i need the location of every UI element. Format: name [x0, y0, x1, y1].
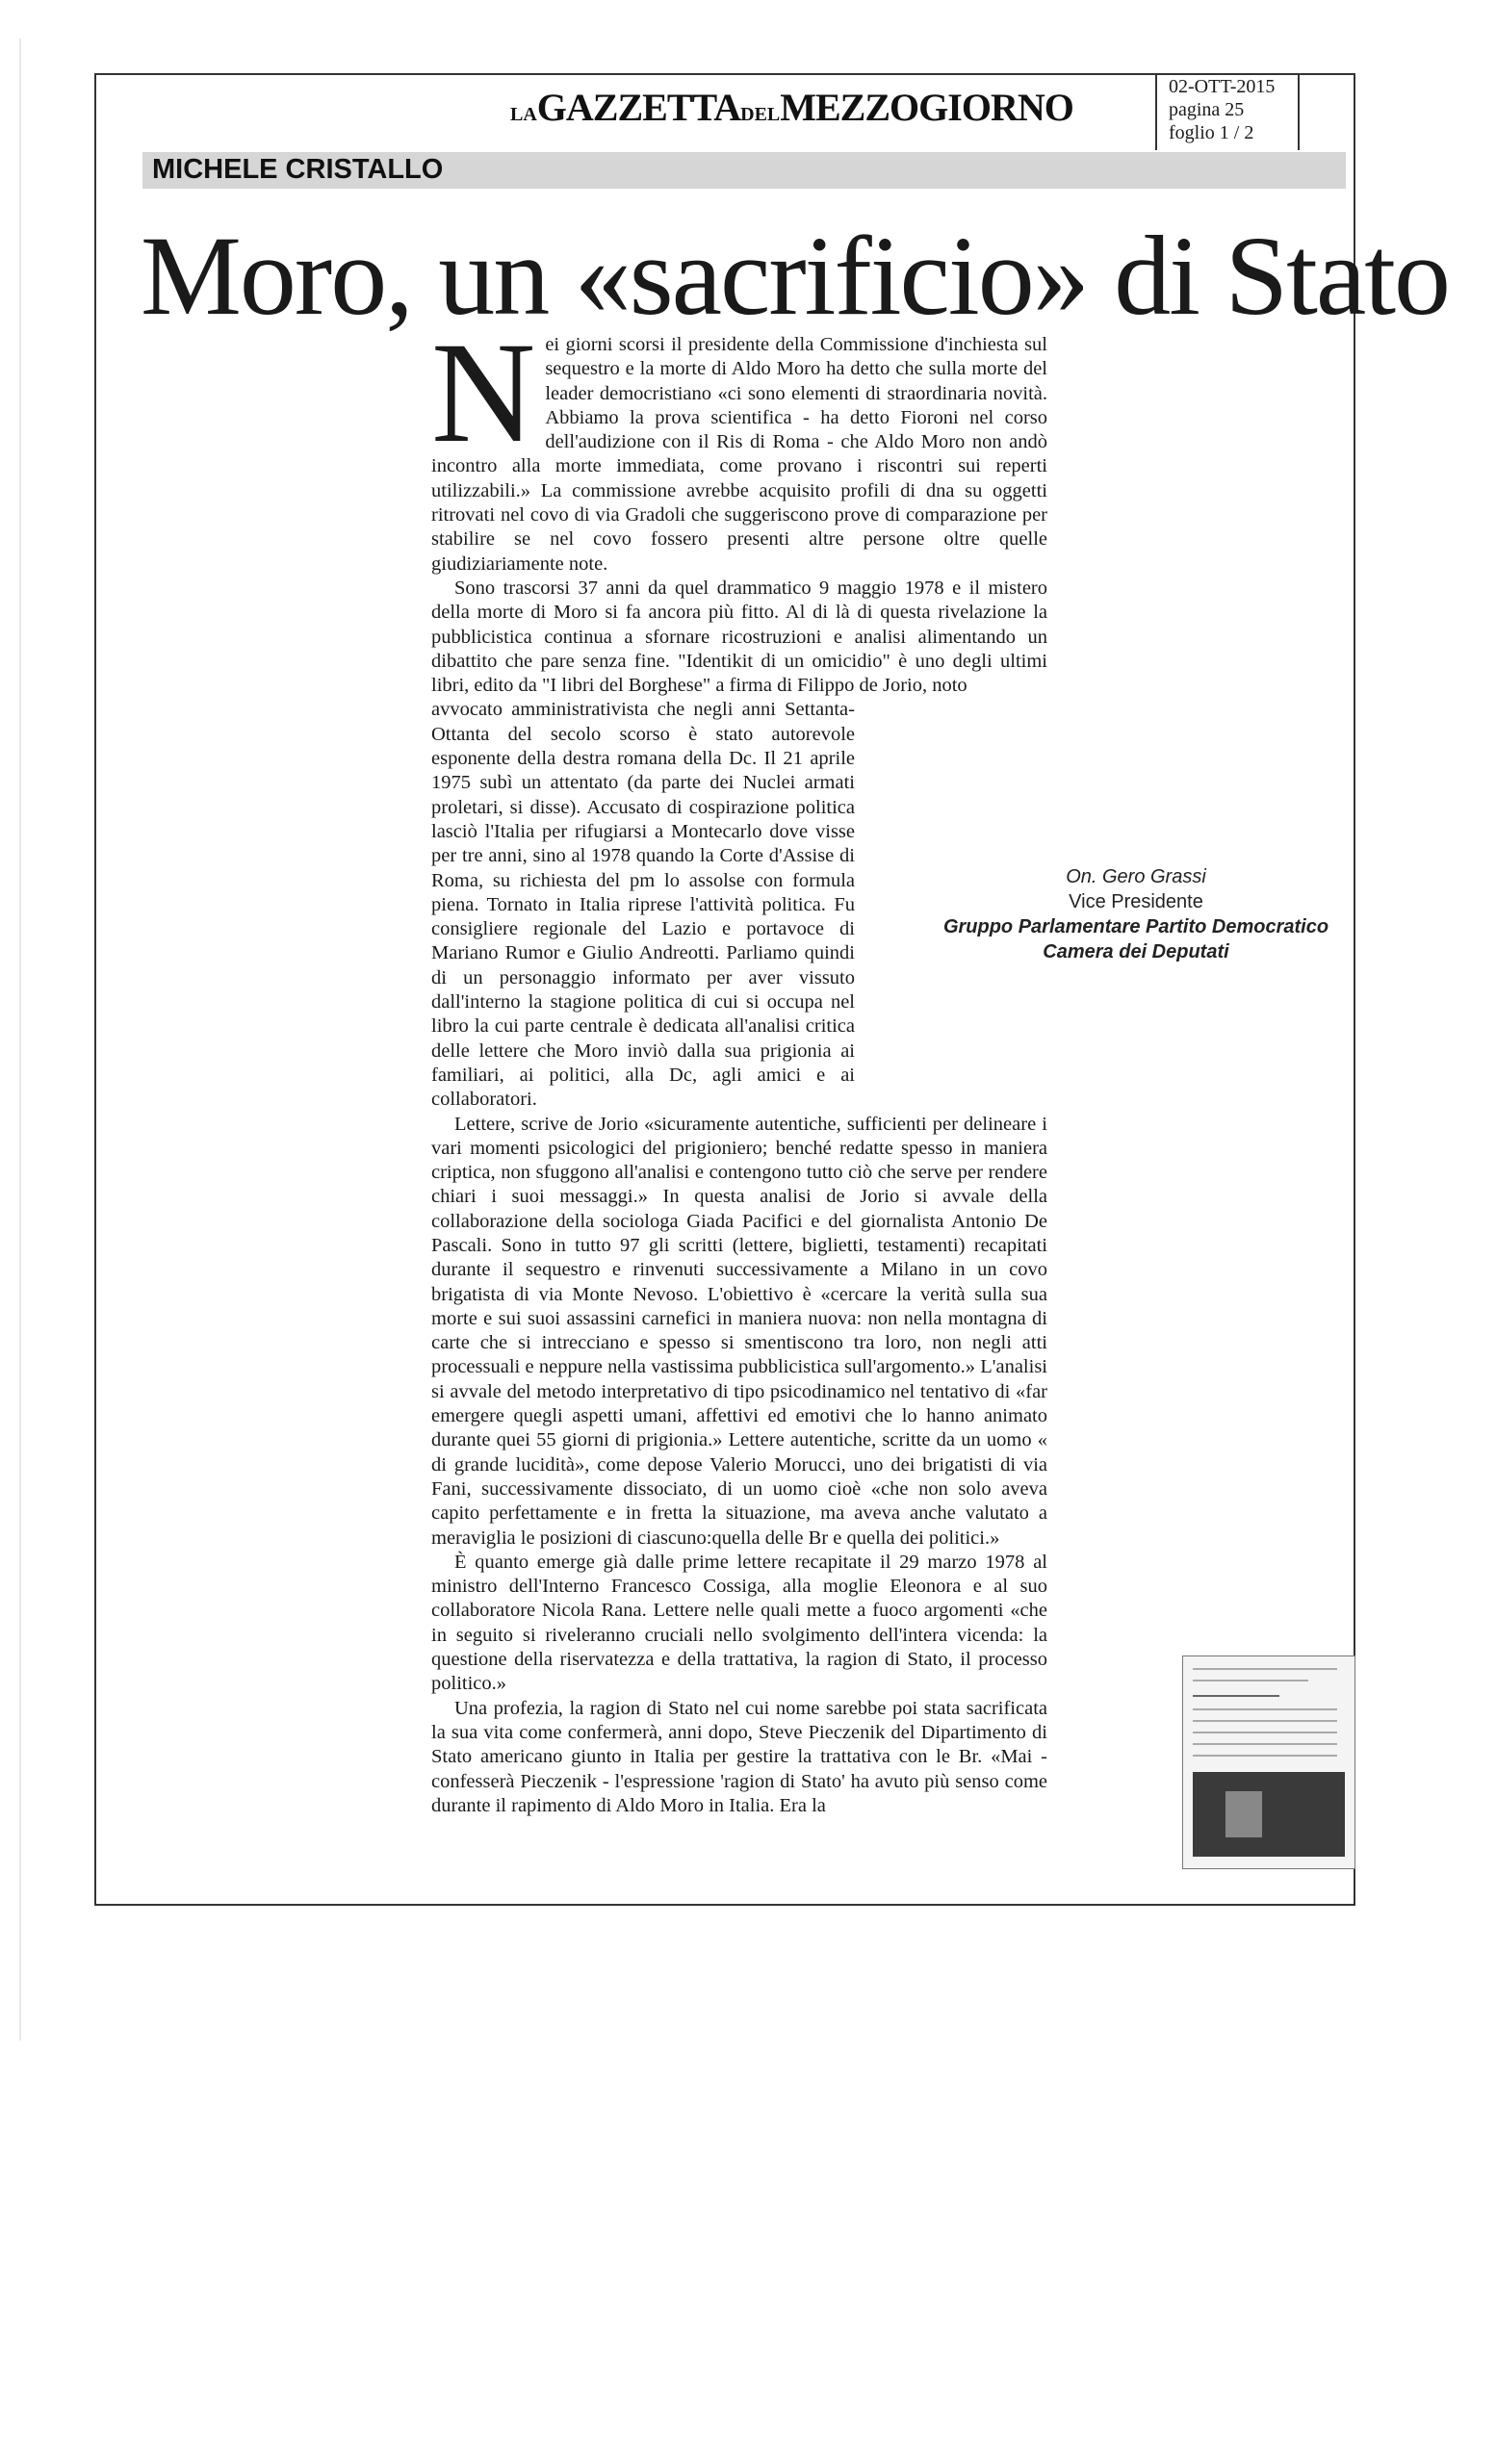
- thumbnail-line: [1193, 1732, 1337, 1733]
- signature-block: [924, 864, 1348, 964]
- signature-name: On. Gero Grassi: [1066, 866, 1206, 887]
- thumbnail-line: [1193, 1668, 1337, 1670]
- page-number: pagina 25: [1169, 99, 1245, 120]
- masthead-mid: DEL: [740, 104, 781, 125]
- headline: Moro, un «sacrificio» di Stato: [141, 213, 1450, 339]
- thumbnail-line: [1193, 1743, 1337, 1745]
- thumbnail-image: [1225, 1791, 1262, 1837]
- scan-edge: [19, 38, 21, 2040]
- paragraph-2a: Sono trascorsi 37 anni da quel drammatico 9 maggio 1978 e il mistero della morte di Moro si fa ancora più fitto. Al di là di questa rivelazione la pubblicistica continua a sfornare ricostruzioni e analisi alimentando un dibattito che pare senza fine. "Identikit di un omicidio" è uno degli ultimi libri, edito da "I libri del Borghese" a firma di Filippo de Jorio, noto: [431, 577, 1047, 697]
- newspaper-masthead: [510, 85, 1073, 130]
- paragraph-1-text: ei giorni scorsi il presidente della Commissione d'inchiesta sul sequestro e la morte di Aldo Moro ha detto che sulla morte del leader democristiano «ci sono elementi di straordinaria novità. Abbiamo la prova scientifica - ha detto Fioroni nel corso dell'audizione con il Ris di Roma - che Aldo Moro non andò incontro alla morte immediata, come provano i riscontri sui reperti utilizzabili.» La commissione avrebbe acquisito profili di dna su oggetti ritrovati nel covo di via Gradoli che suggeriscono prove di comparazione per stabilire se nel covo fossero presenti altre persone oltre quelle giudiziariamente note.: [431, 334, 1047, 575]
- thumbnail-line: [1193, 1708, 1337, 1710]
- thumbnail-line: [1193, 1695, 1279, 1697]
- thumbnail-line: [1193, 1680, 1308, 1681]
- thumbnail-dark-block: [1193, 1772, 1345, 1857]
- article-body: [431, 313, 1047, 1818]
- paragraph-4: È quanto emerge già dalle prime lettere recapitate il 29 marzo 1978 al ministro dell'Interno Francesco Cossiga, alla moglie Eleonora e al suo collaboratore Nicola Rana. Lettere nelle quali mette a fuoco argomenti «che in seguito si riveleranno cruciali nello svolgimento dell'intera vicenda: la questione della riservatezza e della trattativa, la ragion di Stato, il processo politico.»: [431, 1551, 1047, 1695]
- masthead-prefix: LA: [510, 104, 537, 125]
- paragraph-1: [431, 313, 1047, 577]
- masthead-main: GAZZETTA: [536, 86, 741, 129]
- paragraph-2b: avvocato amministrativista che negli anni Settanta-Ottanta del secolo scorso è stato autorevole esponente della destra romana della Dc. Il 21 aprile 1975 subì un attentato (da parte dei Nuclei armati proletari, si disse). Accusato di cospirazione politica lasciò l'Italia per rifugiarsi a Montecarlo dove visse per tre anni, sino al 1978 quando la Corte d'Assise di Roma, su richiesta del pm lo assolse con formula piena. Tornato in Italia riprese l'attività politica. Fu consigliere regionale del Lazio e portavoce di Mariano Rumor e Giulio Andreotti. Parliamo quindi di un personaggio informato per aver vissuto dall'interno la stagione politica di cui si occupa nel libro la cui parte centrale è dedicata all'analisi critica delle lettere che Moro inviò dalla sua prigionia ai familiari, ai politici, alla Dc, agli amici e ai collaboratori.: [431, 699, 855, 1111]
- signature-group: Gruppo Parlamentare Partito Democratico: [942, 916, 1329, 937]
- author-name: MICHELE CRISTALLO: [152, 154, 444, 185]
- drop-cap: N: [431, 313, 536, 473]
- paragraph-5: Una profezia, la ragion di Stato nel cui nome sarebbe poi stata sacrificata la sua vita come confermerà, anni dopo, Steve Pieczenik del Dipartimento di Stato americano giunto in Italia per gestire la trattativa con le Br. «Mai - confesserà Pieczenik - l'espressione 'ragion di Stato' ha avuto più senso come durante il rapimento di Aldo Moro in Italia. Era la: [431, 1697, 1047, 1816]
- sheet-number: foglio 1 / 2: [1169, 122, 1254, 143]
- issue-date: 02-OTT-2015: [1169, 76, 1276, 97]
- paragraph-3: Lettere, scrive de Jorio «sicuramente autentiche, sufficienti per delineare i vari momenti psicologici del prigioniero; benché redatte spesso in maniera criptica, non sfuggono all'analisi e contengono tutto ciò che serve per rendere chiari i suoi messaggi.» In questa analisi de Jorio si avvale della collaborazione della sociologa Giada Pacifici e del giornalista Antonio De Pascali. Sono in tutto 97 gli scritti (lettere, biglietti, testamenti) recapitati durante il sequestro e rinvenuti successivamente a Milano in un covo brigatista di via Monte Nevoso. L'obiettivo è «cercare la verità sulla sua morte e sui suoi assassini carnefici in maniera nuova: non nella montagna di carte che si intrecciano e spesso si smentiscono tra loro, non negli atti processuali e neppure nella vastissima pubblicistica sull'argomento.» L'analisi si avvale del metodo interpretativo di tipo psicodinamico nel tentativo di «far emergere quegli aspetti umani, affettivi ed emotivi che lo hanno animato durante quei 55 giorni di prigionia.» Lettere autentiche, scritte da un uomo « di grande lucidità», come depose Valerio Morucci, uno dei brigatisti di via Fani, successivamente dissociato, di un uomo cioè «che non solo aveva capito perfettamente e in fretta la situazione, ma aveva anche valutato a meraviglia le posizioni di ciascuno:quella delle Br e quella dei politici.»: [431, 1113, 1047, 1549]
- page-thumbnail: [1182, 1656, 1355, 1869]
- signature-chamber: Camera dei Deputati: [1043, 941, 1229, 962]
- thumbnail-line: [1193, 1720, 1337, 1722]
- thumbnail-line: [1193, 1755, 1337, 1757]
- signature-role: Vice Presidente: [1069, 891, 1203, 912]
- date-box: [1155, 73, 1300, 150]
- masthead-end: MEZZOGIORNO: [780, 86, 1073, 129]
